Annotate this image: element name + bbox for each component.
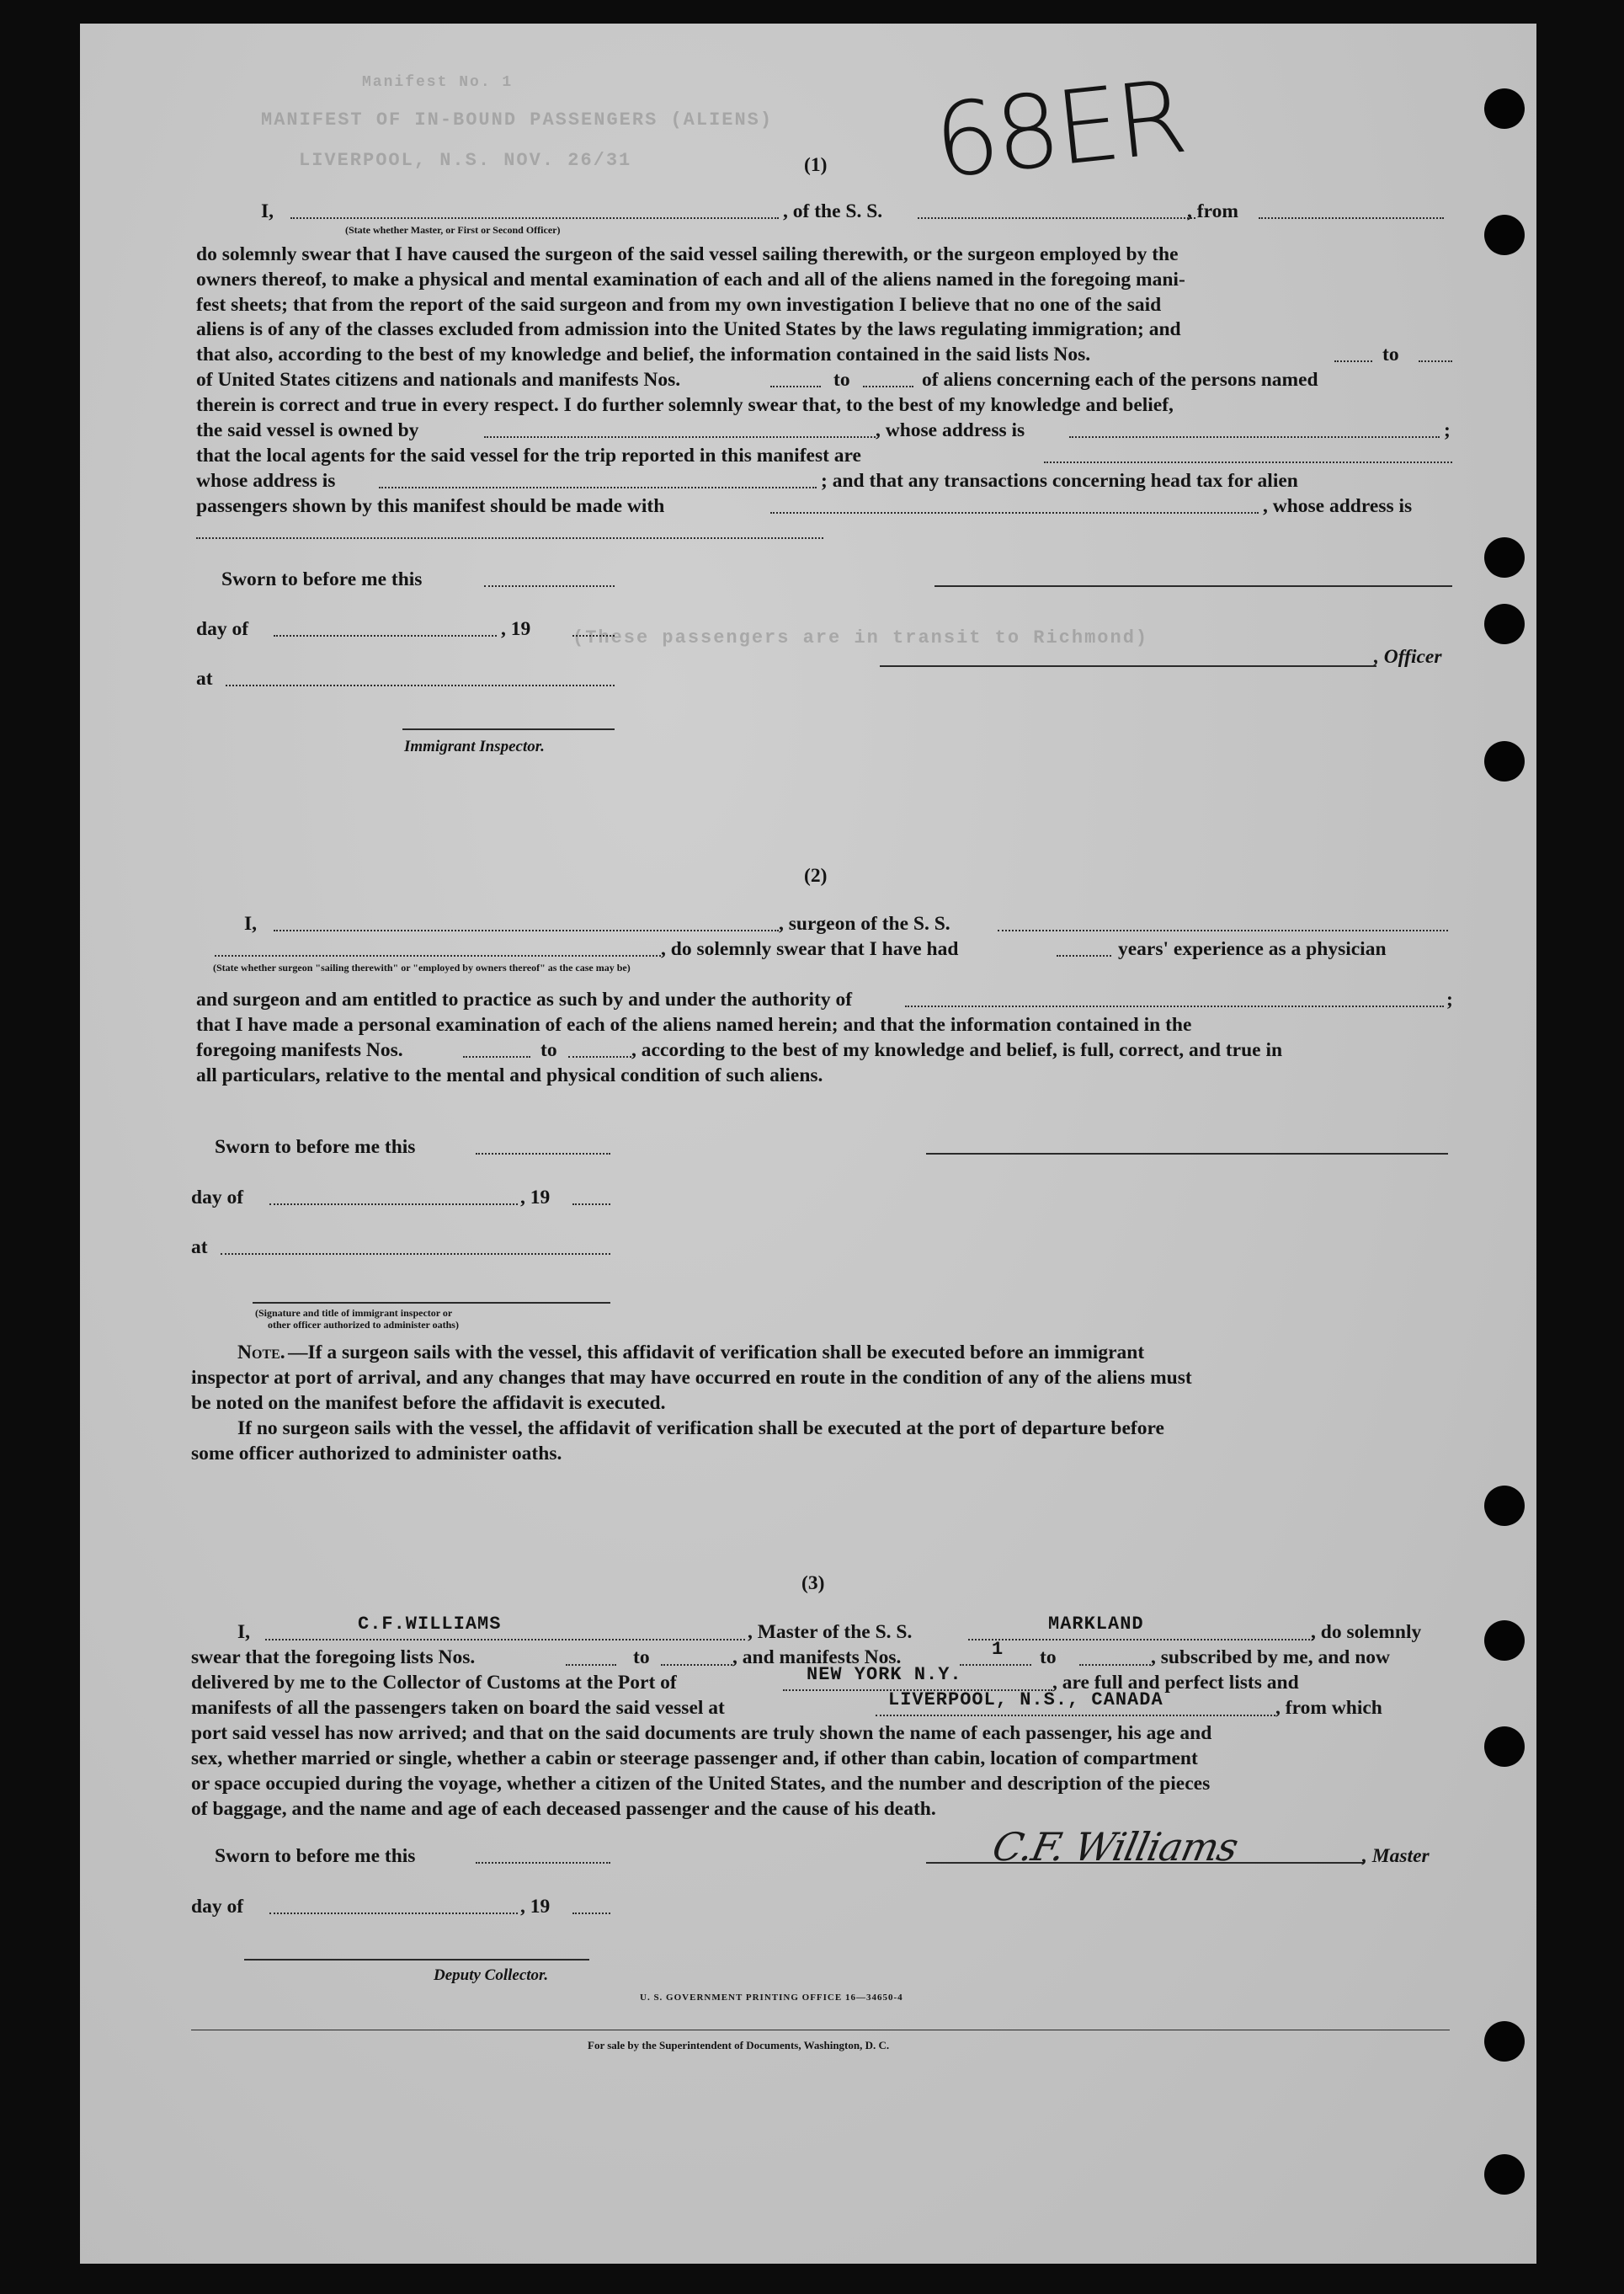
day-field[interactable]	[274, 635, 497, 637]
port-value: NEW YORK N.Y.	[807, 1664, 962, 1685]
at-field[interactable]	[221, 1253, 610, 1255]
body-line: that the local agents for the said vessel for the trip reported in this manifest are	[196, 445, 861, 467]
ghost-header-line: LIVERPOOL, N.S. NOV. 26/31	[299, 150, 632, 171]
body-line: passengers shown by this manifest should be made with	[196, 495, 665, 517]
master-signature: C.F. Williams	[988, 1824, 1242, 1870]
punch-hole	[1484, 604, 1525, 644]
years-exp-text: years' experience as a physician	[1118, 938, 1387, 960]
body-line: of United States citizens and nationals and manifests Nos.	[196, 369, 681, 391]
officer-signature-line[interactable]	[934, 585, 1452, 587]
at-field[interactable]	[226, 685, 615, 686]
ship-field[interactable]	[968, 1639, 1313, 1640]
note-line: —If a surgeon sails with the vessel, this affidavit of verification shall be executed before an immigrant	[288, 1342, 1145, 1363]
surgeon-ship-field[interactable]	[998, 930, 1448, 931]
semicolon: ;	[1446, 989, 1453, 1011]
of-ss-label: , of the S. S.	[783, 200, 883, 222]
sworn-label: Sworn to before me this	[215, 1136, 416, 1158]
departure-field[interactable]	[876, 1715, 1275, 1716]
punch-hole	[1484, 1726, 1525, 1767]
to-label: to	[833, 369, 850, 391]
delivered-text: delivered by me to the Collector of Customs at the Port of	[191, 1672, 677, 1694]
note-line: inspector at port of arrival, and any changes that may have occurred en route in the condition of any of the aliens must	[191, 1367, 1192, 1389]
manifests-all-text: manifests of all the passengers taken on board the said vessel at	[191, 1697, 725, 1719]
manifest-no-value: 1	[992, 1639, 1004, 1660]
whose-address-label: , whose address is	[876, 419, 1025, 441]
i-label: I,	[237, 1621, 251, 1643]
head-tax-text: ; and that any transactions concerning head tax for alien	[821, 470, 1298, 492]
lists-to-field[interactable]	[1419, 360, 1452, 362]
body-line: or space occupied during the voyage, whether a citizen of the United States, and the number and description of the pieces	[191, 1773, 1211, 1795]
section-number: (2)	[804, 865, 828, 887]
i-label: I,	[261, 200, 274, 222]
year-label: , 19	[501, 618, 531, 640]
ghost-header-line: MANIFEST OF IN-BOUND PASSENGERS (ALIENS)	[261, 109, 774, 131]
manifests-from-field[interactable]	[770, 386, 821, 387]
inspector-signature-line[interactable]	[253, 1302, 610, 1304]
to-label: to	[540, 1039, 557, 1061]
from-port-field[interactable]	[1259, 217, 1444, 219]
for-sale-note: For sale by the Superintendent of Documents, Washington, D. C.	[588, 2039, 890, 2051]
agents-address-field[interactable]	[379, 487, 817, 488]
years-field[interactable]	[1057, 955, 1111, 957]
day-of-label: day of	[196, 618, 249, 640]
section-number: (3)	[801, 1572, 825, 1594]
body-line: aliens is of any of the classes excluded from admission into the United States by the laws regulating immigration; and	[196, 318, 1181, 340]
deputy-signature-line[interactable]	[244, 1959, 589, 1961]
sworn-label: Sworn to before me this	[215, 1845, 416, 1867]
body-line: port said vessel has now arrived; and that on the said documents are truly shown the name of each passenger, his age and	[191, 1722, 1212, 1744]
day-of-label: day of	[191, 1896, 244, 1918]
year-label: , 19	[520, 1187, 551, 1208]
semicolon: ;	[1444, 419, 1451, 441]
printing-office: U. S. GOVERNMENT PRINTING OFFICE 16—34650-4	[640, 1993, 903, 2003]
punch-hole	[1484, 741, 1525, 782]
punch-hole	[1484, 88, 1525, 129]
master-of-ss-label: , Master of the S. S.	[748, 1621, 913, 1643]
manifests-line: foregoing manifests Nos.	[196, 1039, 403, 1061]
of-aliens-text: of aliens concerning each of the persons named	[922, 369, 1318, 391]
sworn-label: Sworn to before me this	[221, 568, 423, 590]
master-name-field[interactable]	[265, 1639, 745, 1640]
year-field[interactable]	[572, 1913, 610, 1914]
owner-address-field[interactable]	[1069, 436, 1440, 438]
signature-note: other officer authorized to administer oaths)	[268, 1319, 459, 1331]
authority-field[interactable]	[905, 1006, 1444, 1007]
surgeon-name-field[interactable]	[274, 930, 779, 931]
manifest-from-field[interactable]	[960, 1664, 1031, 1666]
head-tax-address-field[interactable]	[196, 537, 823, 539]
year-label: , 19	[520, 1896, 551, 1918]
day-field[interactable]	[269, 1203, 518, 1205]
officer-title-line[interactable]	[880, 665, 1376, 667]
body-line: sex, whether married or single, whether a cabin or steerage passenger and, if other than cabin, location of compartment	[191, 1747, 1198, 1769]
lists-from-field[interactable]	[1334, 360, 1372, 362]
ship-value: MARKLAND	[1048, 1614, 1144, 1635]
year-field[interactable]	[572, 1203, 610, 1205]
full-perfect-text: , are full and perfect lists and	[1052, 1672, 1299, 1694]
day-field[interactable]	[269, 1913, 518, 1914]
to-label: to	[1382, 344, 1399, 365]
ghost-header-line: Manifest No. 1	[362, 74, 514, 91]
surgeon-status-field[interactable]	[215, 955, 661, 957]
inspector-label: Immigrant Inspector.	[404, 738, 545, 755]
departure-value: LIVERPOOL, N.S., CANADA	[888, 1689, 1163, 1710]
body-line: whose address is	[196, 470, 336, 492]
year-field[interactable]	[572, 635, 615, 637]
master-label: , Master	[1362, 1845, 1430, 1867]
owner-field[interactable]	[484, 436, 876, 438]
local-agents-field[interactable]	[1044, 461, 1452, 463]
from-which-text: , from which	[1275, 1697, 1382, 1719]
i-label: I,	[244, 913, 258, 935]
body-line: owners thereof, to make a physical and mental examination of each and all of the aliens named in the foregoing mani-	[196, 269, 1185, 291]
body-line: the said vessel is owned by	[196, 419, 419, 441]
body-line: that also, according to the best of my knowledge and belief, the information contained in the said lists Nos.	[196, 344, 1091, 365]
manifest-to-field[interactable]	[1079, 1664, 1151, 1666]
body-line: of baggage, and the name and age of each deceased passenger and the cause of his death.	[191, 1798, 936, 1820]
section-number: (1)	[804, 154, 828, 176]
do-solemnly-text: , do solemnly	[1311, 1621, 1422, 1643]
punch-hole	[1484, 1486, 1525, 1526]
whose-address-label: , whose address is	[1263, 495, 1413, 517]
and-manifests-text: , and manifests Nos.	[732, 1646, 902, 1668]
surgeon-of-ss-label: , surgeon of the S. S.	[779, 913, 950, 935]
surgeon-note: (State whether surgeon "sailing therewith" or "employed by owners thereof" as the case may be)	[213, 962, 631, 974]
ghost-header-line: (These passengers are in transit to Richmond)	[572, 627, 1149, 648]
ship-name-field[interactable]	[918, 217, 1195, 219]
at-label: at	[196, 668, 213, 690]
note-line: be noted on the manifest before the affidavit is executed.	[191, 1392, 666, 1414]
head-tax-agent-field[interactable]	[770, 512, 1259, 514]
exam-line: that I have made a personal examination of each of the aliens named herein; and that the information contained in the	[196, 1014, 1192, 1036]
subscribed-text: , subscribed by me, and now	[1151, 1646, 1391, 1668]
note-line: If no surgeon sails with the vessel, the affidavit of verification shall be executed at the port of departure before	[237, 1417, 1164, 1439]
manifest-to-field[interactable]	[568, 1056, 631, 1058]
manifest-from-field[interactable]	[463, 1056, 530, 1058]
manifests-to-field[interactable]	[863, 386, 913, 387]
punch-hole	[1484, 2021, 1525, 2062]
punch-hole	[1484, 2154, 1525, 2195]
to-label: to	[1040, 1646, 1057, 1668]
handwritten-code: 68ER	[929, 58, 1190, 202]
body-line: fest sheets; that from the report of the said surgeon and from my own investigation I believe that no one of the said	[196, 294, 1162, 316]
deputy-collector-label: Deputy Collector.	[434, 1966, 549, 1984]
sworn-date-field[interactable]	[484, 585, 615, 587]
punch-hole	[1484, 215, 1525, 255]
do-solemnly-text: , do solemnly swear that I have had	[661, 938, 959, 960]
sworn-date-field[interactable]	[476, 1153, 610, 1155]
all-particulars-line: all particulars, relative to the mental and physical condition of such aliens.	[196, 1064, 823, 1086]
swear-lists-text: swear that the foregoing lists Nos.	[191, 1646, 476, 1668]
lists-to-field[interactable]	[661, 1664, 732, 1666]
lists-from-field[interactable]	[566, 1664, 616, 1666]
inspector-signature-line[interactable]	[402, 728, 615, 730]
sworn-date-field[interactable]	[476, 1862, 610, 1864]
officer-label: , Officer	[1374, 646, 1442, 668]
body-line: therein is correct and true in every respect. I do further solemnly swear that, to the best of my knowledge and belief,	[196, 394, 1174, 416]
at-label: at	[191, 1236, 208, 1258]
surgeon-signature-line[interactable]	[926, 1153, 1448, 1155]
authority-line: and surgeon and am entitled to practice as such by and under the authority of	[196, 989, 853, 1011]
officer-name-field[interactable]	[290, 217, 779, 219]
according-text: , according to the best of my knowledge and belief, is full, correct, and true in	[631, 1039, 1283, 1061]
note-line: some officer authorized to administer oaths.	[191, 1443, 562, 1464]
officer-note: (State whether Master, or First or Second Officer)	[345, 224, 561, 236]
day-of-label: day of	[191, 1187, 244, 1208]
body-line: do solemnly swear that I have caused the surgeon of the said vessel sailing therewith, or the surgeon employed by the	[196, 243, 1179, 265]
to-label: to	[633, 1646, 650, 1668]
signature-note: (Signature and title of immigrant inspector or	[255, 1307, 453, 1319]
master-name-value: C.F.WILLIAMS	[358, 1614, 502, 1635]
note-label: Note.	[237, 1342, 285, 1363]
punch-hole	[1484, 537, 1525, 578]
punch-hole	[1484, 1620, 1525, 1661]
from-label: , from	[1187, 200, 1238, 222]
